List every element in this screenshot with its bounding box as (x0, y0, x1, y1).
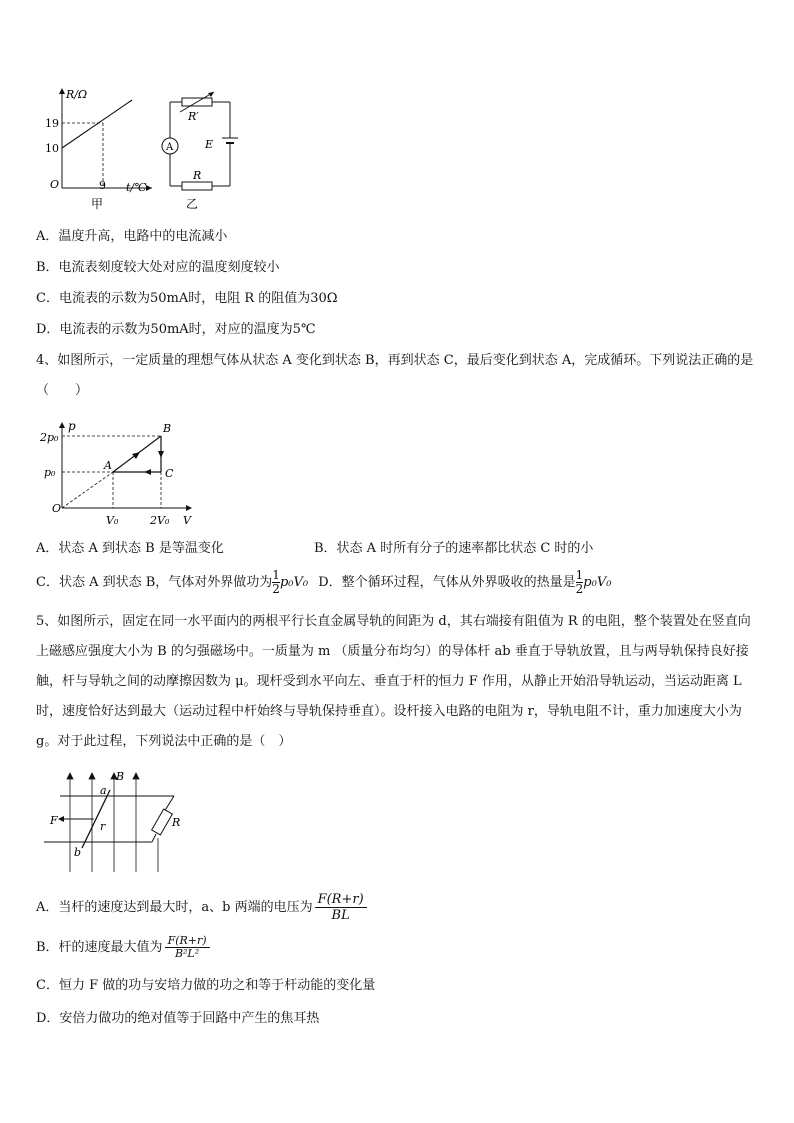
q4-c-term: p₀V₀ (279, 575, 309, 590)
q4-option-c-text: C．状态 A 到状态 B，气体对外界做功为 (36, 575, 273, 590)
q5-option-d: D．安倍力做功的绝对值等于回路中产生的焦耳热 (36, 1011, 320, 1026)
q5-option-b (36, 930, 212, 966)
resistor-label: R (193, 169, 202, 182)
point-a-label: A (104, 459, 112, 472)
point-c-label: C (165, 467, 174, 480)
q5-option-a (36, 888, 369, 928)
q5-rail-diagram (40, 768, 200, 876)
rod-end-b: b (74, 846, 82, 859)
q3-option-c: C．电流表的示数为50mA时，电阻 R 的阻值为30Ω (36, 291, 338, 306)
resistor-r-label: R (172, 816, 181, 829)
resistor-icon (182, 182, 212, 190)
ammeter-label: A (166, 142, 174, 153)
point-b-label: B (163, 422, 172, 435)
p-axis-label: p (68, 419, 76, 433)
figure-yi-circuit (160, 86, 250, 214)
q5-option-a-text: A．当杆的速度达到最大时，a、b 两端的电压为 (36, 900, 313, 915)
q4-d-half-fraction: $\frac{1}{2}$ (575, 568, 584, 596)
force-label: F (50, 814, 58, 827)
q4-option-d-text: D．整个循环过程，气体从外界吸收的热量是 (318, 575, 576, 590)
y-axis-arrow-icon (59, 88, 65, 94)
p-tick-2p0: 2p₀ (40, 431, 59, 444)
x-axis-arrow-icon (146, 185, 152, 191)
q5-option-b-text: B．杆的速度最大值为 (36, 940, 163, 955)
q4-option-c-d-row (36, 568, 611, 598)
rod-end-a: a (100, 784, 107, 797)
y-tick-19: 19 (45, 117, 59, 130)
p-tick-p0: p₀ (44, 466, 56, 479)
v-axis-arrow-icon (186, 505, 192, 511)
q5-option-c: C．恒力 F 做的功与安培力做的功之和等于杆动能的变化量 (36, 978, 376, 993)
q4-option-a: A．状态 A 到状态 B 是等温变化 (36, 541, 224, 556)
y-tick-10: 10 (45, 142, 59, 155)
v-tick-2v0: 2V₀ (150, 514, 170, 527)
q3-option-b: B．电流表刻度较大处对应的温度刻度较小 (36, 260, 280, 275)
q4-d-term: p₀V₀ (583, 575, 612, 590)
x-axis-label: t/℃ (126, 181, 147, 194)
q3-option-a: A．温度升高，电路中的电流减小 (36, 229, 228, 244)
rod-resistance-r: r (100, 820, 106, 833)
q5-option-a-fraction: $\frac{F(R+r)}{BL}$ (315, 892, 367, 923)
v-tick-v0: V₀ (106, 514, 119, 527)
field-b-label: B (116, 770, 125, 783)
p-axis-arrow-icon (59, 422, 65, 428)
q4-c-half-fraction: $\frac{1}{2}$ (272, 568, 280, 596)
q4-stem: 4、如图所示，一定质量的理想气体从状态 A 变化到状态 B，再到状态 C，最后变化到状态 A，完成循环。下列说法正确的是（ ） (36, 353, 754, 398)
q3-option-d: D．电流表的示数为50mA时，对应的温度为5℃ (36, 322, 316, 337)
origin-label: O (50, 178, 60, 191)
figure-jia-graph (40, 84, 160, 214)
x-tick-9: 9 (99, 179, 106, 192)
q5-option-b-fraction: $\frac{F(R+r)}{\text{B²L²}}$ (165, 935, 210, 960)
emf-label: E (205, 138, 214, 151)
caption-jia: 甲 (91, 197, 104, 211)
caption-yi: 乙 (186, 197, 199, 211)
v-axis-label: V (183, 514, 191, 527)
q4-pv-diagram (40, 418, 200, 530)
q4-option-b: B．状态 A 时所有分子的速率都比状态 C 时的小 (314, 541, 594, 556)
y-axis-label: R/Ω (66, 88, 88, 101)
r-prime-label: R′ (188, 110, 199, 123)
resistance-line (62, 100, 132, 148)
resistor-r-icon (152, 809, 173, 835)
q5-stem: 5、如图所示，固定在同一水平面内的两根平行长直金属导轨的间距为 d，其右端接有阻值为 R 的电阻，整个装置处在竖直向上磁感应强度大小为 B 的匀强磁场中。一质量为 m （质量分布均匀）的导体杆 ab 垂直于导轨放置，且与两导轨保持良好接触，杆与导轨之间的动摩擦因数为 μ。现杆受到水平向左、垂直于杆的恒力 F 作用，从静止开始沿导轨运动，当运动距离 L 时，速度恰好达到最大（运动过程中杆始终与导轨保持垂直）。设杆接入电路的电阻为 r，导轨电阻不计，重力加速度大小为 g。对于此过程，下列说法中正确的是（ ） (36, 614, 751, 749)
pv-origin: O (52, 502, 62, 515)
